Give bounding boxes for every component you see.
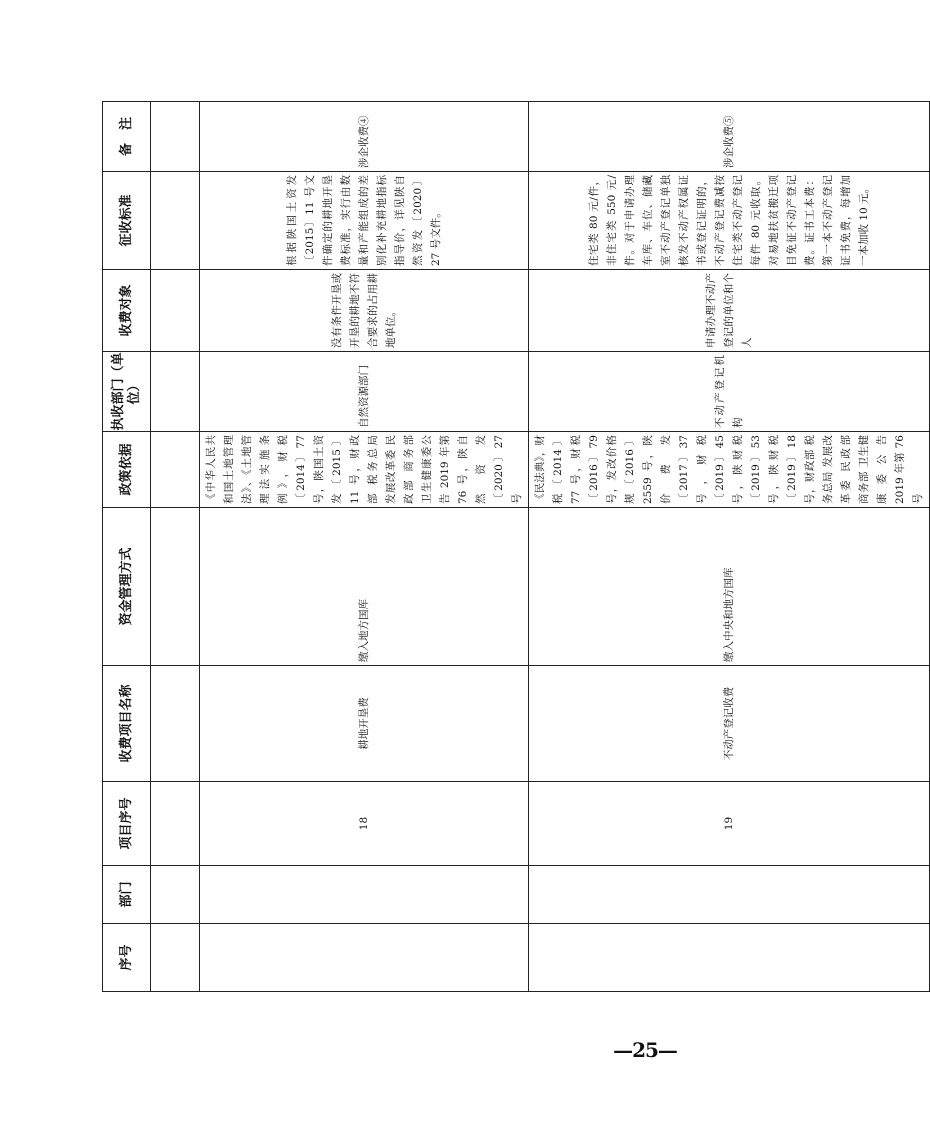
cell-payer: 申请办理不动产登记的单位和个人 [529, 270, 930, 352]
page-number: —25— [613, 1038, 677, 1062]
rotated-fee-table [102, 102, 924, 992]
cell-name: 耕地开垦费 [200, 666, 529, 782]
cell-item-no: 18 [200, 782, 529, 866]
cell-note: 涉企收费④ [200, 102, 529, 172]
cell-fund: 缴入地方国库 [200, 508, 529, 666]
header-standard: 征收标准 [103, 172, 151, 270]
header-name: 收费项目名称 [103, 666, 151, 782]
cell-unit: 不动产登记机构 [529, 352, 930, 432]
header-fund: 资金管理方式 [103, 508, 151, 666]
header-note: 备 注 [103, 102, 151, 172]
fee-table [102, 101, 930, 992]
header-payer: 收费对象 [103, 270, 151, 352]
header-seq: 序号 [103, 924, 151, 992]
table-header-row [103, 102, 151, 992]
cell-policy: 《民法典》，财税〔2014〕77 号，财税〔2016〕79 号，发改价格规〔2016〕2559 号，陕价费发〔2017〕37 号，财税〔2019〕45 号，陕财税〔2019〕53 号，陕财税〔2019〕18 号，财政部 税务总局 发展改革委 民政部 商务部 卫生健康委公告 2019 年第 76 号 [529, 432, 930, 508]
cell-seq [529, 924, 930, 992]
table-row [529, 102, 930, 992]
cell-policy: 《中华人民共和国土地管理法》、《土地管理法实施条例》，财税〔2014〕77 号，陕国土资发〔2015〕11 号，财政部 税务总局 发展改革委 民政部 商务部 卫生健康委公告 2019 年第 76 号，陕自然资发〔2020〕27 号 [200, 432, 529, 508]
header-dept: 部门 [103, 866, 151, 924]
cell-name: 不动产登记收费 [529, 666, 930, 782]
cell-seq [200, 924, 529, 992]
table-row-blank [151, 102, 200, 992]
cell-dept [200, 866, 529, 924]
cell-item-no: 19 [529, 782, 930, 866]
header-item-no: 项目序号 [103, 782, 151, 866]
cell-fund: 缴入中央和地方国库 [529, 508, 930, 666]
cell-note: 涉企收费⑤ [529, 102, 930, 172]
cell-payer: 没有条件开垦或开垦的耕地不符合要求的占用耕地单位。 [200, 270, 529, 352]
cell-standard: 住宅类 80 元/件，非住宅类 550 元/件。对于申请办理车库、车位、储藏室不动产登记单独核发不动产权属证书或登记证明的，不动产登记费减按住宅类不动产登记每件 80 元收取。对易地扶贫搬迁项目免征不动产登记费。证书工本费：第一本不动产登记证书免费，每增加一本加收 10 元。 [529, 172, 930, 270]
cell-dept [529, 866, 930, 924]
table-row [200, 102, 529, 992]
header-unit: 执收部门（单位） [103, 352, 151, 432]
cell-standard: 根据陕国土资发〔2015〕11 号文件确定的耕地开垦费标准，实行由数量和产能组成的差别化补充耕地指标指导价，详见陕自然资发〔2020〕27 号文件。 [200, 172, 529, 270]
cell-unit: 自然资源部门 [200, 352, 529, 432]
header-policy: 政策依据 [103, 432, 151, 508]
